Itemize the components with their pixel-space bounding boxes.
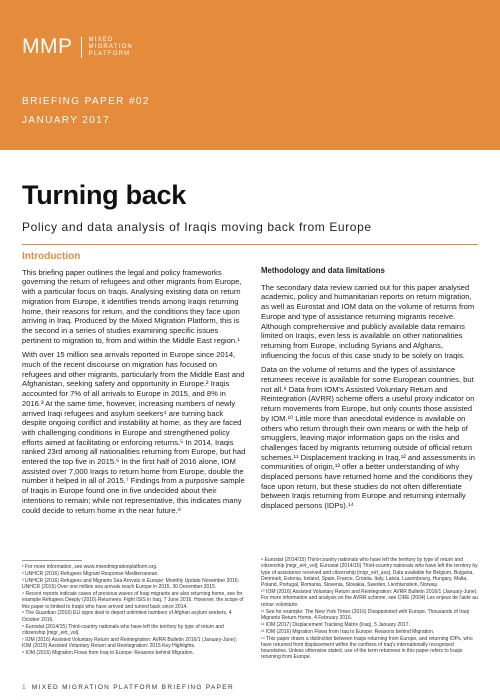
footnote: ¹ For more information, see www.mixedmigrationplatform.org. (22, 564, 158, 570)
logo-mark: MMP (22, 35, 73, 58)
methodology-paragraph-1: The secondary data review carried out for this paper analysed academic, policy and humanitarian reports on return migration, as well as Eurostat and IOM data on the volume of returns from Europe and type of assistance returning migrants receive. Although comprehensive and publicly available data remains limited on Iraqis, even less is available on other nationalities returning from Europe, including Syrians and Afghans, influencing the focus of this case study to be solely on Iraqis. (261, 282, 475, 360)
mmp-logo (22, 35, 133, 59)
methodology-heading: Methodology and data limitations (261, 266, 385, 275)
footnote: ¹² IOM (2017) Displacement Tracking Matrix (Iraq), 5 January 2017. (261, 621, 410, 628)
footnote: ⁴ Recent reports indicate cases of previous waves of Iraqi migrants are also returning home, see for example Refugees Deeply (2016) Returnees: Fight ISIS in Iraq, 7 June 2016. However, the scope of this paper is limited to Iraqis who have arrived and turned back since 2014. (22, 590, 244, 610)
footnotes-right (261, 557, 481, 661)
right-column (261, 266, 481, 516)
footnotes-left (22, 564, 246, 657)
methodology-paragraph-2: Data on the volume of returns and the types of assistance returnees receive is available for some European countries, but not all.⁹ Data from IOM's Assisted Voluntary Return and Reintegration (AVRR) scheme offers a useful proxy indicator on return movements from Europe, but only counts those assisted by IOM.¹⁰ Little more than anecdotal evidence is available on others who return through their own means or with the help of smugglers, leaving major information gaps on the risks and challenges faced by migrants returning outside of official return schemes.¹¹ Displacement tracking in Iraq,¹² and assessments in communities of origin,¹³ offer a better understanding of why displaced persons have returned home and the conditions they face upon return, but these studies do not often differentiate between Iraqis returning from Europe and returning internally displaced persons (IDPs).¹⁴ (261, 365, 475, 511)
page-number: 1 (22, 684, 27, 691)
left-column (22, 252, 246, 520)
introduction-heading: Introduction (22, 251, 81, 262)
logo-line: PLATFORM (88, 50, 131, 57)
intro-paragraph-2: With over 15 million sea arrivals reported in Europe since 2014, much of the recent discourse on migration has focused on refugees and other migrants, particularly from the Middle East and Afghanistan, seeking safety and opportunity in Europe.² Iraqis accounted for 7% of all arrivals to Europe in 2015, and 8% in 2016.³ At the same time, however, increasing numbers of newly arrived Iraqi refugees and asylum seekers⁴ are turning back despite ongoing conflict and instability at home, as they are faced with challenging conditions in Europe and strengthened policy efforts aimed at facilitating or enforcing returns.⁵ In 2014, Iraqis ranked 23rd among all nationalities returning from Europe, but had entered the top five in 2015.⁶ In the first half of 2016 alone, IOM assisted over 7,000 Iraqis to return home from Europe, double the number it helped in all of 2015.⁷ Findings from a purposive sample of Iraqis in Europe found one in five undecided about their intentions to remain; while not representative, this indicates many could decide to return home in the near future.⁸ (22, 350, 246, 515)
footnote: ² UNHCR (2016) Refugees Migrant Response Mediterranean. (22, 570, 159, 577)
footnote: ¹⁴ This paper draws a distinction between Iraqis returning from Europe, and returning IDPs, who have returned from displacement within the confines of Iraq's internationally recognised boundaries. Unless otherwise stated, use of the term returnees in this paper refers to Iraqis returning from Europe. (261, 635, 473, 661)
footnote: ⁹ Eurostat (2014/15) Third-country nationals who have left the territory by type of return and citizenship [migr_eirt_vol]; Eurostat (2014/15) Third-country nationals who have left the territory by type of assistance received and citizenship [migr_eirt_ass]. Data available for Belgium, Bulgaria, Denmark, Estonia, Ireland, Spain, France, Croatia, Italy, Latvia, Luxembourg, Hungary, Malta, Poland, Portugal, Romania, Slovenia, Slovakia, Sweden, Liechtenstein, Norway. (261, 557, 478, 589)
title-divider (22, 244, 478, 245)
footer-text: MIXED MIGRATION PLATFORM BRIEFING PAPER (31, 684, 234, 691)
page-subtitle: Policy and data analysis of Iraqis moving back from Europe (22, 220, 372, 234)
briefing-date: JANUARY 2017 (22, 115, 111, 126)
header-banner (0, 0, 500, 150)
footnote: ⁵ The Guardian (2016) EU signs deal to deport unlimited numbers of Afghan asylum seekers, 4 October 2016. (22, 610, 232, 623)
logo-text (81, 37, 133, 58)
briefing-paper-label: BRIEFING PAPER #02 (22, 96, 150, 107)
footnote: ¹¹ See for example: The New York Times (2016) Disappointed with Europe, Thousands of Iraqi Migrants Return Home, 4 February 2016. (261, 608, 469, 621)
logo-line: MIXED (88, 36, 114, 43)
logo-line: MIGRATION (88, 43, 133, 50)
page-title: Turning back (22, 180, 186, 210)
page-footer (22, 684, 234, 691)
footnote: ⁶ Eurostat (2014/15) Third-country nationals who have left the territory by type of return and citizenship [migr_eirt_vol]. (22, 623, 224, 636)
footnote: ⁷ IOM (2016) Assisted Voluntary Return and Reintegration: AVRR Bulletin 2016/1 (January-June); IOM (2015) Assisted Voluntary Return and Reintegration: 2015 Key Highlights. (22, 636, 237, 650)
footnote-divider (22, 560, 82, 561)
footnote: ¹³ IOM (2016) Migration Flows from Iraq to Europe: Reasons behind Migration. (261, 628, 435, 635)
footnote: ⁸ IOM (2016) Migration Flows from Iraq to Europe: Reasons behind Migration. (22, 650, 194, 657)
footnote: ³ UNHCR (2016) Refugees and Migrants Sea Arrivals in Europe: Monthly Update November 2016; UNHCR (2015) Over one million sea arrivals reach Europe in 2015, 30 December 2015. (22, 577, 240, 591)
intro-paragraph-1: This briefing paper outlines the legal and policy frameworks governing the return of refugees and other migrants from Europe, with a particular focus on Iraqis. Analysing existing data on return migration from Europe, it identifies trends among Iraqis returning home, their reasons for return, and the conditions they face upon arriving in Iraq. Produced by the Mixed Migration Platform, this is the second in a series of studies examining specific issues pertinent to migration to, from and within the Middle East region.¹ (22, 267, 242, 345)
footnote: ¹⁰ IOM (2016) Assisted Voluntary Return and Reintegration: AVRR Bulletin 2016/1 (January-June). For more information and analysis on the AVRR scheme, see CIRE (2004) Les enjeux de l'aide au retour volontaire. (261, 589, 478, 608)
